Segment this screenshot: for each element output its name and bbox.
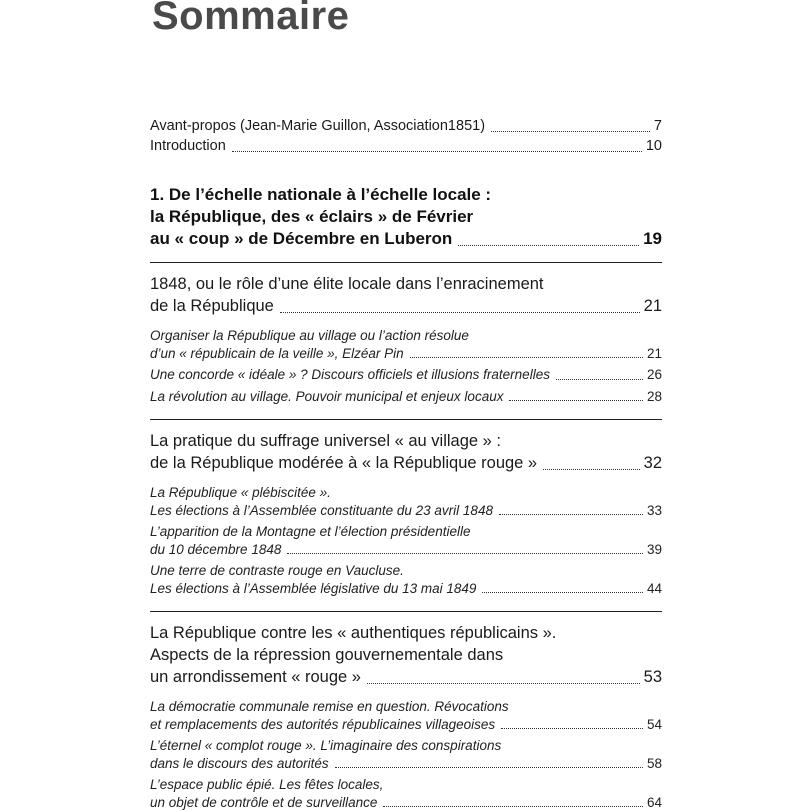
entry-last-line xyxy=(150,580,662,598)
page-number: 53 xyxy=(644,666,662,688)
entry-line: d’un « républicain de la veille », Elzéar Pin xyxy=(150,345,404,363)
entry-line: Organiser la République au village ou l’action résolue xyxy=(150,327,662,345)
entry-line: Une concorde « idéale » ? Discours officiels et illusions fraternelles xyxy=(150,366,550,384)
dot-leader xyxy=(410,357,643,358)
subsection-entry xyxy=(150,366,662,384)
entry-last-line xyxy=(150,794,662,811)
chapter-entry xyxy=(150,622,662,688)
chapter-entry xyxy=(150,430,662,474)
table-of-contents xyxy=(150,116,662,811)
subsection-entry xyxy=(150,776,662,811)
subsection-entry xyxy=(150,327,662,362)
entry-line: du 10 décembre 1848 xyxy=(150,541,281,559)
dot-leader xyxy=(556,379,643,380)
page-number: 39 xyxy=(647,541,662,559)
entry-last-line xyxy=(150,388,662,406)
divider xyxy=(150,262,662,263)
entry-line: 1848, ou le rôle d’une élite locale dans l’enracinement xyxy=(150,273,662,295)
page-number: 54 xyxy=(647,716,662,734)
subsection-entry xyxy=(150,698,662,733)
subsection-entry xyxy=(150,562,662,597)
front-matter-entry xyxy=(150,116,662,136)
page-number: 7 xyxy=(654,116,662,136)
front-matter-entry xyxy=(150,136,662,156)
dot-leader xyxy=(458,245,639,246)
entry-line: 1. De l’échelle nationale à l’échelle locale : xyxy=(150,184,662,206)
page-number: 33 xyxy=(647,502,662,520)
dot-leader xyxy=(335,767,643,768)
subsection-entry xyxy=(150,523,662,558)
entry-line: un objet de contrôle et de surveillance xyxy=(150,794,377,811)
entry-line: Introduction xyxy=(150,136,226,156)
dot-leader xyxy=(367,683,640,684)
page-number: 58 xyxy=(647,755,662,773)
entry-line: la République, des « éclairs » de Février xyxy=(150,206,662,228)
entry-line: de la République modérée à « la République rouge » xyxy=(150,452,537,474)
dot-leader xyxy=(499,514,643,515)
dot-leader xyxy=(280,312,640,313)
entry-line: La République « plébiscitée ». xyxy=(150,484,662,502)
page-title: Sommaire xyxy=(152,0,349,39)
subsection-entry xyxy=(150,737,662,772)
dot-leader xyxy=(482,592,643,593)
dot-leader xyxy=(232,151,642,152)
entry-line: Les élections à l’Assemblée législative du 13 mai 1849 xyxy=(150,580,476,598)
part-heading xyxy=(150,184,662,250)
dot-leader xyxy=(501,728,643,729)
page-number: 64 xyxy=(647,794,662,811)
entry-line: et remplacements des autorités républicaines villageoises xyxy=(150,716,495,734)
page-number: 19 xyxy=(643,228,662,250)
entry-line: dans le discours des autorités xyxy=(150,755,329,773)
page-number: 44 xyxy=(647,580,662,598)
entry-line: Les élections à l’Assemblée constituante du 23 avril 1848 xyxy=(150,502,493,520)
entry-last-line xyxy=(150,755,662,773)
entry-line: Une terre de contraste rouge en Vaucluse. xyxy=(150,562,662,580)
entry-line: Aspects de la répression gouvernementale dans xyxy=(150,644,662,666)
entry-line: La République contre les « authentiques républicains ». xyxy=(150,622,662,644)
dot-leader xyxy=(383,806,643,807)
dot-leader xyxy=(543,469,640,470)
page-number: 26 xyxy=(647,366,662,384)
entry-last-line xyxy=(150,452,662,474)
divider xyxy=(150,419,662,420)
entry-last-line xyxy=(150,295,662,317)
page-number: 10 xyxy=(646,136,662,156)
subsection-entry xyxy=(150,484,662,519)
entry-last-line xyxy=(150,502,662,520)
dot-leader xyxy=(491,131,650,132)
entry-line: La révolution au village. Pouvoir municipal et enjeux locaux xyxy=(150,388,503,406)
page-number: 28 xyxy=(647,388,662,406)
entry-last-line xyxy=(150,345,662,363)
dot-leader xyxy=(509,400,643,401)
entry-line: L’apparition de la Montagne et l’élection présidentielle xyxy=(150,523,662,541)
entry-line: La pratique du suffrage universel « au village » : xyxy=(150,430,662,452)
page-number: 21 xyxy=(647,345,662,363)
dot-leader xyxy=(287,553,643,554)
divider xyxy=(150,611,662,612)
entry-line: La démocratie communale remise en question. Révocations xyxy=(150,698,662,716)
entry-line: un arrondissement « rouge » xyxy=(150,666,361,688)
entry-last-line xyxy=(150,366,662,384)
entry-last-line xyxy=(150,136,662,156)
entry-line: L’éternel « complot rouge ». L’imaginaire des conspirations xyxy=(150,737,662,755)
chapter-entry xyxy=(150,273,662,317)
subsection-entry xyxy=(150,388,662,406)
entry-line: L’espace public épié. Les fêtes locales, xyxy=(150,776,662,794)
entry-last-line xyxy=(150,228,662,250)
entry-last-line xyxy=(150,541,662,559)
entry-line: Avant-propos (Jean-Marie Guillon, Association1851) xyxy=(150,116,485,136)
page-number: 21 xyxy=(644,295,662,317)
entry-last-line xyxy=(150,716,662,734)
entry-line: de la République xyxy=(150,295,274,317)
entry-last-line xyxy=(150,666,662,688)
entry-line: au « coup » de Décembre en Luberon xyxy=(150,228,452,250)
entry-last-line xyxy=(150,116,662,136)
page-number: 32 xyxy=(644,452,662,474)
